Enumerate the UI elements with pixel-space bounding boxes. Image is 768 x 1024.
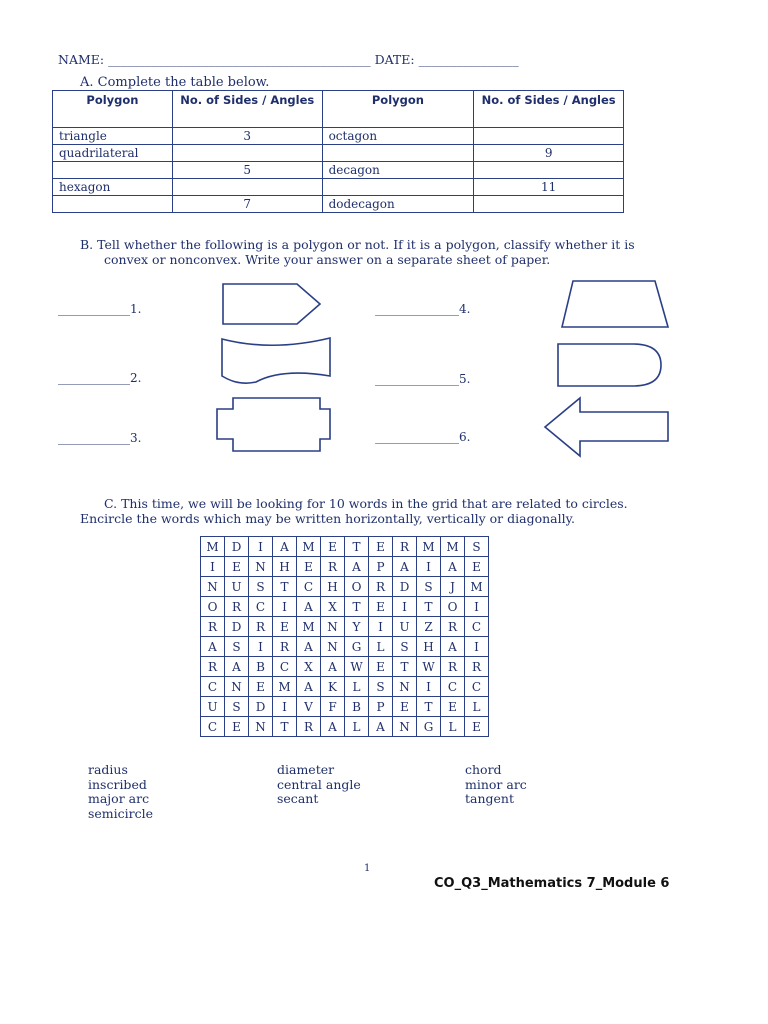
grid-letter[interactable]: H [273, 557, 297, 577]
grid-row [201, 677, 489, 697]
word-list-item: minor arc [465, 776, 527, 792]
grid-letter[interactable]: Y [345, 617, 369, 637]
grid-letter[interactable]: W [345, 657, 369, 677]
grid-letter[interactable]: E [369, 597, 393, 617]
shape-4-trapezoid [562, 281, 668, 327]
shape-1-pentagon-arrow [223, 284, 320, 324]
word-list-item: semicircle [88, 805, 154, 821]
grid-letter[interactable]: R [321, 557, 345, 577]
grid-letter[interactable]: L [345, 717, 369, 737]
grid-letter[interactable]: T [417, 597, 441, 617]
grid-letter[interactable]: D [225, 617, 249, 637]
grid-letter[interactable]: C [465, 617, 489, 637]
polygon-cell: quadrilateral [53, 145, 173, 162]
header-sides-angles: No. of Sides / Angles [172, 91, 322, 128]
grid-letter[interactable]: S [225, 637, 249, 657]
grid-letter[interactable]: I [393, 597, 417, 617]
grid-letter[interactable]: C [201, 717, 225, 737]
grid-letter[interactable]: D [225, 537, 249, 557]
grid-letter[interactable]: J [441, 577, 465, 597]
polygon-cell: hexagon [53, 179, 173, 196]
grid-letter[interactable]: B [249, 657, 273, 677]
grid-letter[interactable]: T [393, 657, 417, 677]
word-list-item: tangent [465, 791, 514, 806]
grid-letter[interactable]: A [273, 537, 297, 557]
grid-letter[interactable]: N [393, 717, 417, 737]
grid-letter[interactable]: I [465, 597, 489, 617]
grid-letter[interactable]: A [297, 677, 321, 697]
answer-blank-1[interactable]: ____________1. [58, 302, 142, 316]
grid-letter[interactable]: A [393, 557, 417, 577]
section-c-line1: C. This time, we will be looking for 10 words in the grid that are related to circles. [104, 496, 628, 511]
module-label: CO_Q3_Mathematics 7_Module 6 [434, 876, 670, 891]
grid-letter[interactable]: E [441, 697, 465, 717]
grid-letter[interactable]: H [321, 577, 345, 597]
grid-letter[interactable]: S [393, 637, 417, 657]
sides-angles-cell: 5 [172, 162, 322, 179]
grid-letter[interactable]: L [441, 717, 465, 737]
grid-letter[interactable]: R [393, 537, 417, 557]
grid-letter[interactable]: R [273, 637, 297, 657]
grid-letter[interactable]: N [249, 557, 273, 577]
grid-letter[interactable]: E [369, 657, 393, 677]
word-list-item: inscribed [88, 776, 147, 792]
section-b-line2: convex or nonconvex. Write your answer on a separate sheet of paper. [104, 252, 551, 267]
section-b-line1: B. Tell whether the following is a polygon or not. If it is a polygon, classify whether it is [80, 237, 635, 252]
grid-letter[interactable]: R [249, 617, 273, 637]
grid-row [201, 617, 489, 637]
grid-letter[interactable]: E [273, 617, 297, 637]
grid-row [201, 717, 489, 737]
grid-letter[interactable]: T [273, 717, 297, 737]
grid-letter[interactable]: S [225, 697, 249, 717]
shape-6-arrow-left [545, 398, 668, 456]
word-list-item: radius [88, 762, 128, 777]
grid-letter[interactable]: S [369, 677, 393, 697]
grid-row [201, 577, 489, 597]
sides-angles-cell: 3 [172, 128, 322, 145]
answer-blank-3[interactable]: ____________3. [58, 431, 142, 445]
answer-blank-4[interactable]: ______________4. [375, 302, 471, 316]
grid-letter[interactable]: K [321, 677, 345, 697]
grid-letter[interactable]: N [249, 717, 273, 737]
grid-letter[interactable]: E [225, 557, 249, 577]
grid-letter[interactable]: A [297, 597, 321, 617]
word-list-item: diameter [277, 762, 335, 777]
grid-letter[interactable]: A [441, 637, 465, 657]
grid-letter[interactable]: A [345, 557, 369, 577]
grid-letter[interactable]: T [417, 697, 441, 717]
grid-letter[interactable]: E [321, 537, 345, 557]
grid-letter[interactable]: E [249, 677, 273, 697]
grid-letter[interactable]: E [465, 557, 489, 577]
grid-letter[interactable]: M [201, 537, 225, 557]
grid-letter[interactable]: W [417, 657, 441, 677]
grid-letter[interactable]: N [321, 617, 345, 637]
grid-letter[interactable]: M [465, 577, 489, 597]
grid-letter[interactable]: I [465, 637, 489, 657]
grid-letter[interactable]: A [225, 657, 249, 677]
grid-letter[interactable]: X [321, 597, 345, 617]
sides-angles-cell: 11 [474, 179, 624, 196]
header-polygon: Polygon [322, 91, 474, 128]
grid-letter[interactable]: Z [417, 617, 441, 637]
grid-letter[interactable]: I [417, 557, 441, 577]
grid-letter[interactable]: F [321, 697, 345, 717]
grid-letter[interactable]: T [345, 597, 369, 617]
grid-letter[interactable]: O [441, 597, 465, 617]
grid-letter[interactable]: E [297, 557, 321, 577]
grid-letter[interactable]: S [249, 577, 273, 597]
grid-letter[interactable]: T [273, 577, 297, 597]
grid-letter[interactable]: E [465, 717, 489, 737]
grid-letter[interactable]: D [249, 697, 273, 717]
grid-letter[interactable]: M [297, 537, 321, 557]
sides-angles-cell: 7 [172, 196, 322, 213]
name-label: NAME: [58, 52, 109, 67]
grid-letter[interactable]: S [417, 577, 441, 597]
word-list-item: chord [465, 762, 502, 777]
grid-letter[interactable]: E [369, 537, 393, 557]
grid-letter[interactable]: C [441, 677, 465, 697]
grid-letter[interactable]: A [321, 717, 345, 737]
grid-letter[interactable]: R [297, 717, 321, 737]
grid-letter[interactable]: G [345, 637, 369, 657]
grid-letter[interactable]: S [465, 537, 489, 557]
word-list-column-2 [277, 763, 361, 807]
grid-row [201, 637, 489, 657]
grid-letter[interactable]: U [201, 697, 225, 717]
grid-row [201, 657, 489, 677]
polygon-cell: dodecagon [322, 196, 474, 213]
grid-letter[interactable]: H [417, 637, 441, 657]
grid-letter[interactable]: C [201, 677, 225, 697]
polygon-cell: octagon [322, 128, 474, 145]
grid-letter[interactable]: M [273, 677, 297, 697]
grid-letter[interactable]: X [297, 657, 321, 677]
grid-letter[interactable]: R [369, 577, 393, 597]
grid-letter[interactable]: I [417, 677, 441, 697]
grid-letter[interactable]: R [441, 617, 465, 637]
word-list-item: secant [277, 791, 319, 806]
grid-letter[interactable]: L [369, 637, 393, 657]
grid-letter[interactable]: A [321, 657, 345, 677]
grid-row [201, 557, 489, 577]
answer-blank-5[interactable]: ______________5. [375, 372, 471, 386]
grid-letter[interactable]: R [201, 657, 225, 677]
answer-blank-6[interactable]: ______________6. [375, 430, 471, 444]
grid-letter[interactable]: M [417, 537, 441, 557]
grid-letter[interactable]: O [201, 597, 225, 617]
word-list-item: major arc [88, 791, 150, 806]
shape-2-wavy-figure [222, 338, 330, 383]
grid-letter[interactable]: B [345, 697, 369, 717]
grid-letter[interactable]: I [273, 697, 297, 717]
grid-letter[interactable]: V [297, 697, 321, 717]
header-sides-angles: No. of Sides / Angles [474, 91, 624, 128]
grid-letter[interactable]: R [465, 657, 489, 677]
name-blank[interactable]: __________________________________________ [108, 52, 371, 67]
grid-letter[interactable]: N [225, 677, 249, 697]
date-blank[interactable]: ________________ [418, 52, 519, 67]
grid-letter[interactable]: L [465, 697, 489, 717]
grid-letter[interactable]: R [441, 657, 465, 677]
grid-letter[interactable]: M [441, 537, 465, 557]
grid-row [201, 537, 489, 557]
grid-letter[interactable]: A [441, 557, 465, 577]
grid-letter[interactable]: M [297, 617, 321, 637]
grid-letter[interactable]: I [249, 537, 273, 557]
grid-letter[interactable]: P [369, 557, 393, 577]
header-polygon: Polygon [53, 91, 173, 128]
polygon-cell: decagon [322, 162, 474, 179]
shape-5-d-shape [558, 344, 661, 386]
grid-letter[interactable]: A [201, 637, 225, 657]
grid-letter[interactable]: R [225, 597, 249, 617]
grid-letter[interactable]: E [393, 697, 417, 717]
shape-3-cross-shape [217, 398, 330, 451]
grid-letter[interactable]: C [297, 577, 321, 597]
grid-letter[interactable]: N [393, 677, 417, 697]
grid-letter[interactable]: I [369, 617, 393, 637]
grid-letter[interactable]: I [273, 597, 297, 617]
grid-letter[interactable]: E [225, 717, 249, 737]
grid-letter[interactable]: R [201, 617, 225, 637]
grid-letter[interactable]: U [393, 617, 417, 637]
grid-letter[interactable]: A [297, 637, 321, 657]
grid-letter[interactable]: G [417, 717, 441, 737]
word-list-item: central angle [277, 776, 361, 792]
grid-letter[interactable]: I [201, 557, 225, 577]
section-c-instruction [80, 496, 720, 526]
answer-blank-2[interactable]: ____________2. [58, 371, 142, 385]
grid-letter[interactable]: L [345, 677, 369, 697]
grid-letter[interactable]: N [201, 577, 225, 597]
grid-row [201, 597, 489, 617]
word-search-grid [200, 536, 489, 737]
page-number: 1 [364, 863, 371, 874]
grid-letter[interactable]: C [273, 657, 297, 677]
section-a-instruction: A. Complete the table below. [80, 75, 270, 90]
grid-letter[interactable]: P [369, 697, 393, 717]
grid-letter[interactable]: D [393, 577, 417, 597]
grid-letter[interactable]: A [369, 717, 393, 737]
grid-letter[interactable]: N [321, 637, 345, 657]
grid-letter[interactable]: O [345, 577, 369, 597]
grid-letter[interactable]: T [345, 537, 369, 557]
sides-angles-cell: 9 [474, 145, 624, 162]
date-label: DATE: [374, 52, 419, 67]
grid-letter[interactable]: C [249, 597, 273, 617]
grid-letter[interactable]: U [225, 577, 249, 597]
grid-letter[interactable]: C [465, 677, 489, 697]
polygon-cell: triangle [53, 128, 173, 145]
word-list-column-1 [88, 763, 153, 821]
grid-row [201, 697, 489, 717]
word-list-column-3 [465, 763, 527, 807]
section-c-line2: Encircle the words which may be written horizontally, vertically or diagonally. [80, 511, 575, 526]
grid-letter[interactable]: I [249, 637, 273, 657]
